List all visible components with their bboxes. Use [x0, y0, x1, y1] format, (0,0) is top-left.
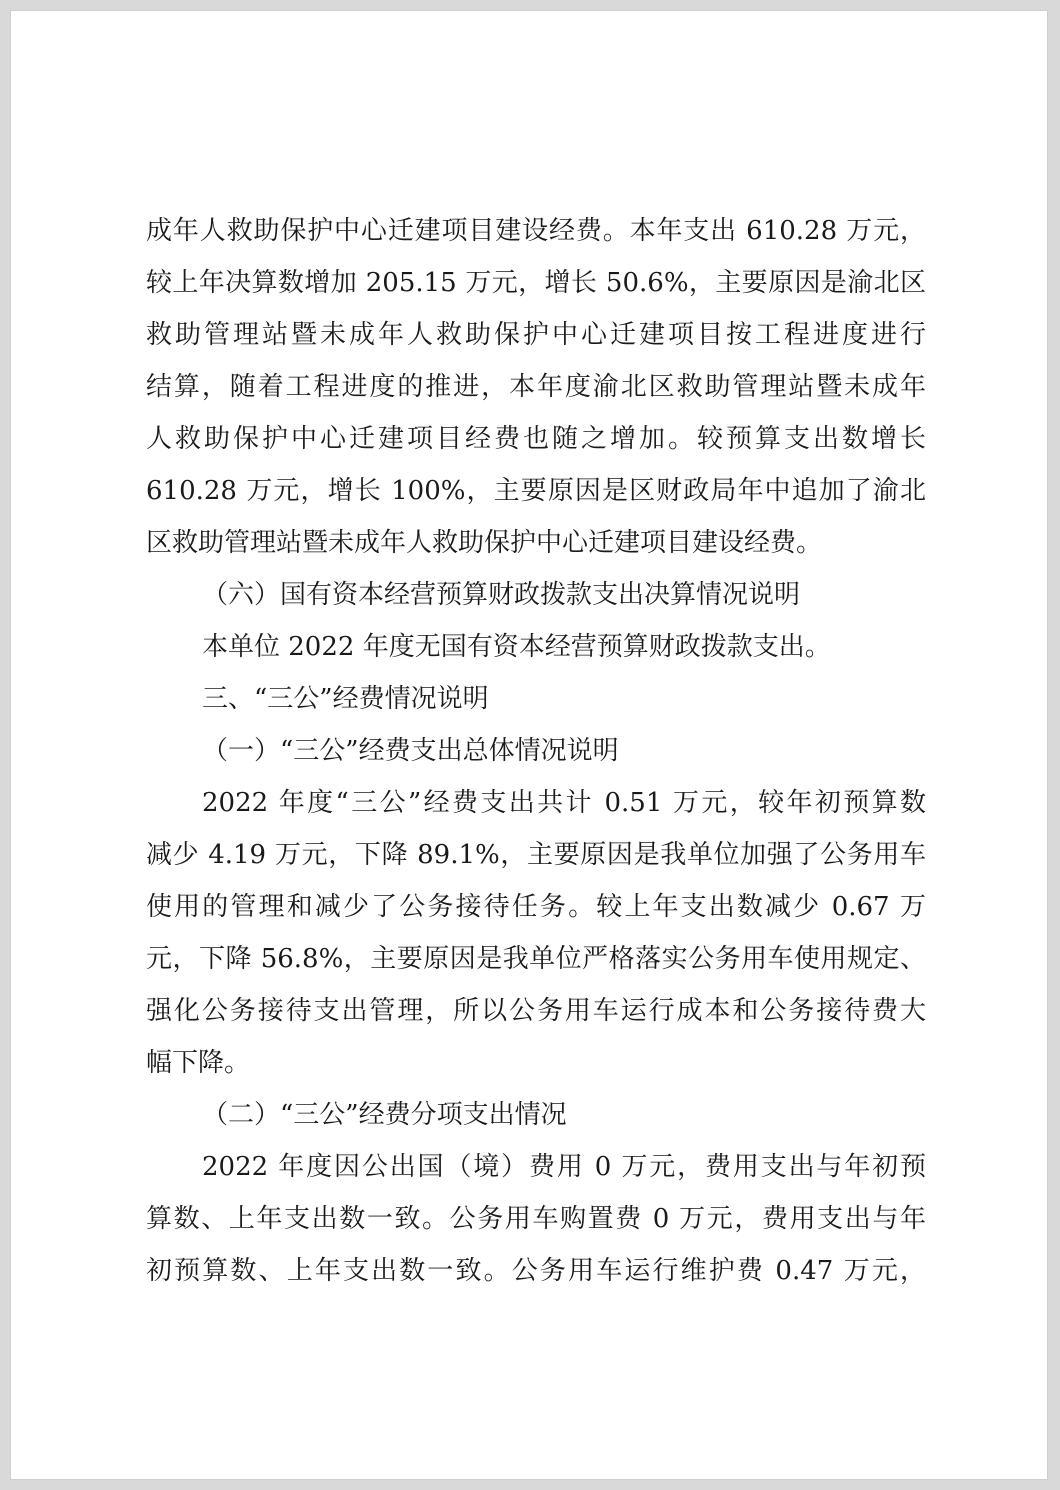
text-line: 610.28 万元，增长 100%，主要原因是区财政局年中追加了渝北	[146, 476, 926, 506]
text-line: 本单位 2022 年度无国有资本经营预算财政拨款支出。	[202, 632, 831, 662]
text-line: 2022 年度因公出国（境）费用 0 万元，费用支出与年初预	[202, 1152, 926, 1182]
text-line: 救助管理站暨未成年人救助保护中心迁建项目按工程进度进行	[146, 320, 926, 350]
section-heading: 三、“三公”经费情况说明	[202, 684, 489, 714]
document-page	[10, 10, 1048, 1480]
text-line: 成年人救助保护中心迁建项目建设经费。本年支出 610.28 万元，	[146, 216, 926, 246]
text-line: 人救助保护中心迁建项目经费也随之增加。较预算支出数增长	[146, 424, 926, 454]
section-heading: （一）“三公”经费支出总体情况说明	[202, 736, 619, 766]
text-line: 减少 4.19 万元，下降 89.1%，主要原因是我单位加强了公务用车	[146, 840, 926, 870]
section-heading: （二）“三公”经费分项支出情况	[202, 1100, 567, 1130]
text-line: 算数、上年支出数一致。公务用车购置费 0 万元，费用支出与年	[146, 1204, 926, 1234]
text-line: 幅下降。	[146, 1048, 251, 1078]
text-line: 元，下降 56.8%，主要原因是我单位严格落实公务用车使用规定、	[146, 944, 926, 974]
text-line: 强化公务接待支出管理，所以公务用车运行成本和公务接待费大	[146, 996, 926, 1026]
text-line: 较上年决算数增加 205.15 万元，增长 50.6%，主要原因是渝北区	[146, 268, 926, 298]
text-line: 2022 年度“三公”经费支出共计 0.51 万元，较年初预算数	[202, 788, 926, 818]
text-line: 使用的管理和减少了公务接待任务。较上年支出数减少 0.67 万	[146, 892, 926, 922]
text-line: 初预算数、上年支出数一致。公务用车运行维护费 0.47 万元，	[146, 1256, 926, 1286]
section-heading: （六）国有资本经营预算财政拨款支出决算情况说明	[202, 580, 801, 610]
text-line: 区救助管理站暨未成年人救助保护中心迁建项目建设经费。	[146, 528, 823, 558]
text-line: 结算，随着工程进度的推进，本年度渝北区救助管理站暨未成年	[146, 372, 926, 402]
